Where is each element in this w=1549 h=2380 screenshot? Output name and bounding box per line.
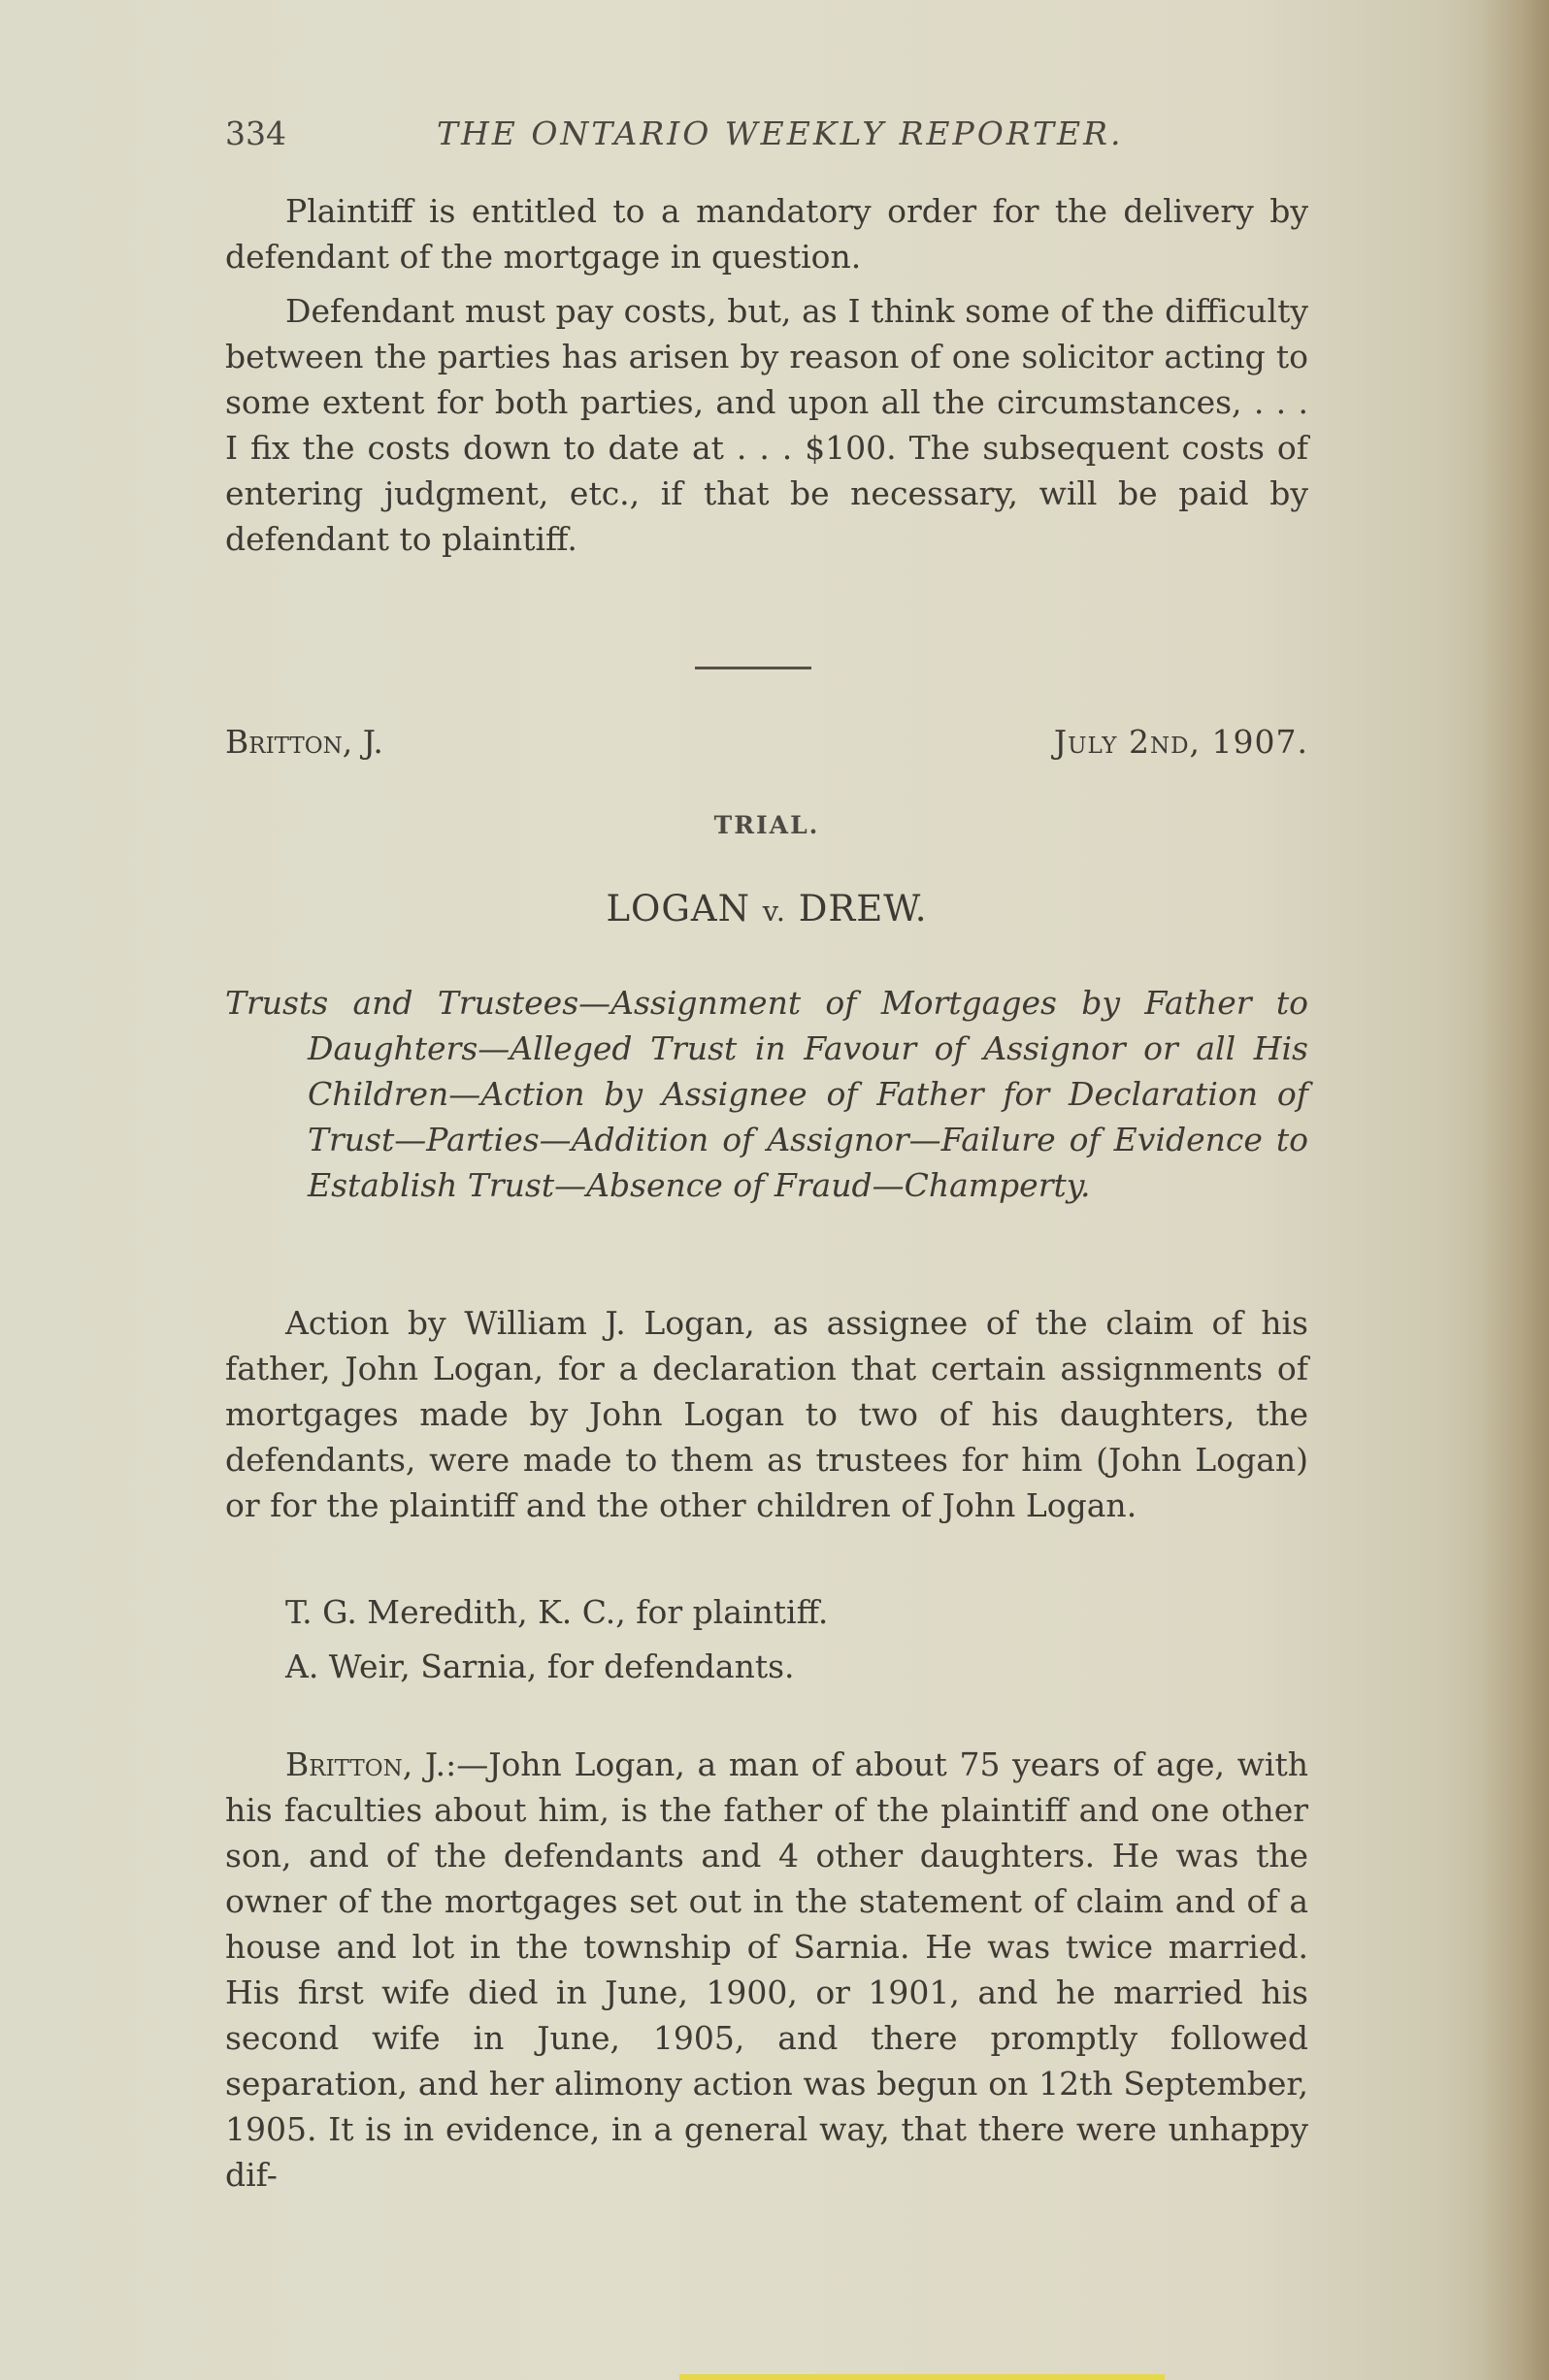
proceeding-type-label: TRIAL. [713,811,820,839]
headnote: Trusts and Trustees—Assignment of Mortgages by Father to Daughters—Alleged Trust in Favour of Assignor or all His Children—Action by Assignee of Father for Declaration of Trust—Parties—Addition of Assignor—Failure of Evidence to Establish Trust—Absence of Fraud—Champerty. [225,984,1308,1204]
case-title-versus: v. [762,895,786,928]
running-head [225,114,1308,163]
counsel-defendants: A. Weir, Sarnia, for defendants. [285,1647,795,1685]
continuation-paragraph-2: Defendant must pay costs, but, as I think some of the difficulty between the parties has arisen by reason of one solicitor acting to some extent for both parties, and upon all the circumstances, . . . I fix the costs down to date at . . . $100. The subsequent costs of entering judgment, etc., if that be necessary, will be paid by defendant to plaintiff. [225,292,1308,558]
judgment-text: :—John Logan, a man of about 75 years of age, with his faculties about him, is the father of the plaintiff and one other son, and of the defendants and 4 other daughters. He was the owner of the mortgages set out in the statement of claim and of a house and lot in the township of Sarnia. He was twice married. His first wife died in June, 1900, or 1901, and he married his second wife in June, 1905, and there promptly followed separation, and her alimony action was begun on 12th September, 1905. It is in evidence, in a general way, that there were unhappy dif- [225,1745,1308,2194]
page-number: 334 [225,114,286,152]
judgment-paragraph [225,1742,1308,2198]
section-divider [695,667,811,669]
counsel-plaintiff: T. G. Meredith, K. C., for plaintiff. [285,1593,829,1631]
judge-date-line [225,723,1308,771]
bottom-edge-strip [679,2374,1165,2380]
judge-name: Britton, J. [225,723,383,761]
case-title-defendant: DREW. [798,888,928,929]
journal-title: THE ONTARIO WEEKLY REPORTER. [437,114,1124,152]
case-summary: Action by William J. Logan, as assignee of the claim of his father, John Logan, for a declaration that certain assignments of mortgages made by John Logan to two of his daughters, the defendants, were made to them as trustees for him (John Logan) or for the plaintiff and the other children of John Logan. [225,1304,1308,1524]
case-title-plaintiff: LOGAN [606,888,750,929]
case-title [225,888,1308,929]
judgment-speaker: Britton, J. [285,1745,446,1783]
page-edge-shadow [1481,0,1549,2380]
continuation-paragraph-1: Plaintiff is entitled to a mandatory order for the delivery by defendant of the mortgage in question. [225,192,1308,276]
decision-date: July 2nd, 1907. [1053,723,1308,761]
